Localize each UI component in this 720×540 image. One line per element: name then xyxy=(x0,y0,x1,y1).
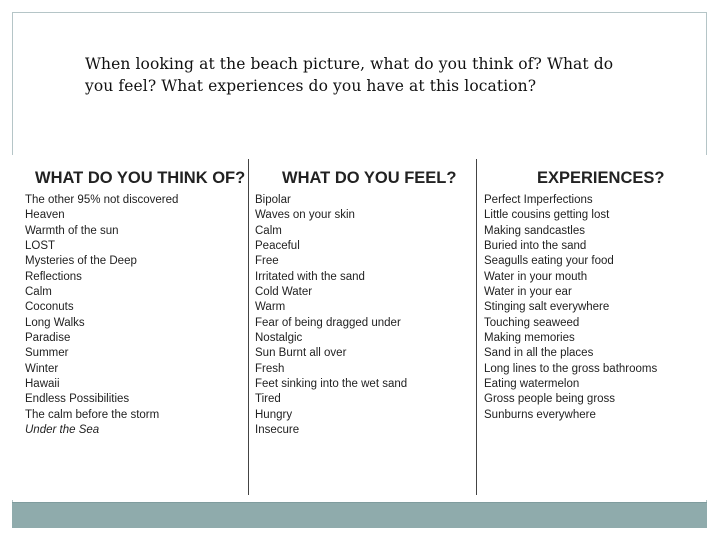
list-item: Little cousins getting lost xyxy=(484,209,610,222)
list-item: Eating watermelon xyxy=(484,378,580,391)
list-item: Nostalgic xyxy=(255,332,303,345)
list-item: The calm before the storm xyxy=(25,408,160,421)
list-item: Bipolar xyxy=(255,194,291,206)
list-item: Waves on your skin xyxy=(255,209,355,222)
list-item: Winter xyxy=(25,362,59,375)
list-item: Free xyxy=(255,255,279,268)
column-heading-feel: WHAT DO YOU FEEL? xyxy=(282,169,457,187)
slide-prompt: When looking at the beach picture, what do you think of? What do you feel? What experiences do you have at this location? xyxy=(85,55,614,95)
list-item: Endless Possibilities xyxy=(25,393,130,406)
list-item: LOST xyxy=(25,240,56,253)
list-item: Fresh xyxy=(255,362,285,375)
list-item: Feet sinking into the wet sand xyxy=(255,378,408,391)
list-item: Sand in all the places xyxy=(484,347,594,360)
list-item: Buried into the sand xyxy=(484,240,587,253)
list-item: Heaven xyxy=(25,209,65,222)
column-divider xyxy=(248,159,249,495)
list-think xyxy=(25,193,178,439)
list-item: Calm xyxy=(25,286,52,299)
list-item: Tired xyxy=(255,393,281,406)
list-item: Irritated with the sand xyxy=(255,270,365,283)
list-item: Water in your mouth xyxy=(484,270,588,283)
slide-footer-bar xyxy=(12,502,707,528)
column-divider xyxy=(476,159,477,495)
list-item: Sunburns everywhere xyxy=(484,408,596,421)
list-item: Summer xyxy=(25,347,69,360)
list-item: Mysteries of the Deep xyxy=(25,255,137,268)
list-item: Cold Water xyxy=(255,286,313,299)
list-item: Gross people being gross xyxy=(484,393,616,406)
list-item: Seagulls eating your food xyxy=(484,255,614,268)
list-item: The other 95% not discovered xyxy=(25,194,179,206)
list-item: Coconuts xyxy=(25,301,74,314)
list-item: Paradise xyxy=(25,332,71,345)
list-item: Calm xyxy=(255,224,282,237)
list-item: Hungry xyxy=(255,408,293,421)
column-heading-think: WHAT DO YOU THINK OF? xyxy=(35,169,246,187)
list-item: Water in your ear xyxy=(484,286,572,299)
list-item: Long Walks xyxy=(25,316,85,329)
list-item: Long lines to the gross bathrooms xyxy=(484,362,658,375)
brainstorm-list-image xyxy=(11,155,708,500)
list-item: Warmth of the sun xyxy=(25,224,119,237)
list-item: Fear of being dragged under xyxy=(255,316,401,329)
column-heading-experiences: EXPERIENCES? xyxy=(537,169,665,187)
list-item: Reflections xyxy=(25,270,82,283)
list-item: Under the Sea xyxy=(25,424,100,437)
list-feel xyxy=(255,193,407,439)
list-item: Perfect Imperfections xyxy=(484,194,593,206)
list-item: Stinging salt everywhere xyxy=(484,301,610,314)
list-item: Making sandcastles xyxy=(484,224,585,237)
list-item: Peaceful xyxy=(255,240,300,253)
list-item: Sun Burnt all over xyxy=(255,347,347,360)
list-item: Making memories xyxy=(484,332,575,345)
list-item: Warm xyxy=(255,301,286,314)
list-item: Hawaii xyxy=(25,378,60,391)
list-item: Insecure xyxy=(255,424,300,437)
list-item: Touching seaweed xyxy=(484,316,580,329)
list-experiences xyxy=(484,193,657,423)
